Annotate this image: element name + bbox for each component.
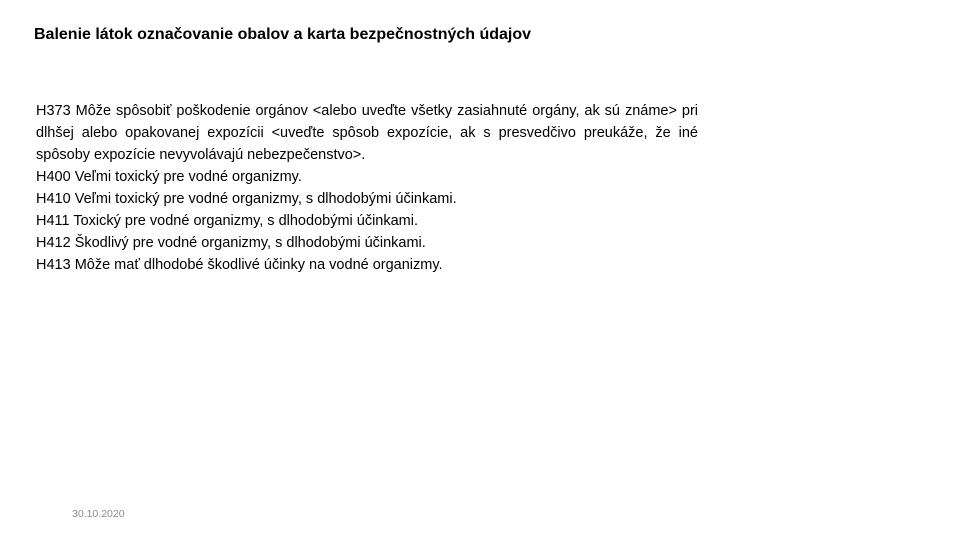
statement-h412: H412 Škodlivý pre vodné organizmy, s dlhodobými účinkami.	[36, 235, 426, 251]
statement-h400: H400 Veľmi toxický pre vodné organizmy.	[36, 169, 302, 185]
statement-h413: H413 Môže mať dlhodobé škodlivé účinky na vodné organizmy.	[36, 257, 443, 273]
statement-h410: H410 Veľmi toxický pre vodné organizmy, s dlhodobými účinkami.	[36, 191, 457, 207]
slide-title: Balenie látok označovanie obalov a karta bezpečnostných údajov	[34, 26, 532, 43]
footer-date: 30.10.2020	[72, 508, 125, 520]
hazard-statements	[36, 100, 698, 276]
statement-h373: H373 Môže spôsobiť poškodenie orgánov <alebo uveďte všetky zasiahnuté orgány, ak sú známe> pri dlhšej alebo opakovanej expozícii <uveďte spôsob expozície, ak s presvedčivo preukáže, že iné spôsoby expozície nevyvolávajú nebezpečenstvo>.	[36, 103, 698, 163]
statement-h411: H411 Toxický pre vodné organizmy, s dlhodobými účinkami.	[36, 213, 419, 229]
